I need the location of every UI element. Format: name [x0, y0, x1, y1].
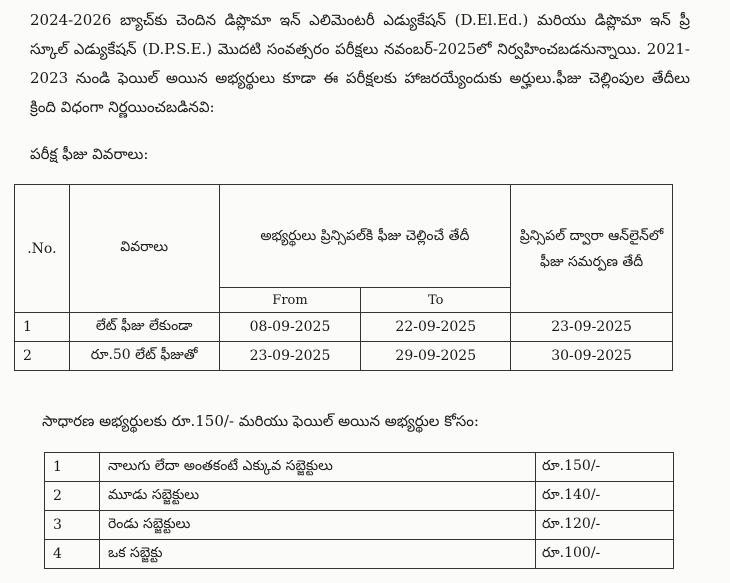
fee-table-header-row: [15, 185, 673, 288]
header-online-date: ప్రిన్సిపల్ ద్వారా ఆన్‌లైన్‌లో ఫీజు సమర్పణ తేదీ: [511, 185, 673, 313]
header-to: To: [361, 288, 511, 313]
row-online: 23-09-2025: [511, 313, 673, 342]
header-details: వివరాలు: [69, 185, 219, 313]
row-sno: 1: [15, 313, 70, 342]
row-to: 29-09-2025: [361, 342, 511, 371]
table-row: [15, 313, 673, 342]
slab-sno: 1: [45, 453, 100, 482]
fee-section-label: పరీక్ష ఫీజు వివరాలు:: [30, 145, 149, 163]
slab-fee: రూ.150/-: [536, 453, 674, 482]
slab-sno: 2: [45, 482, 100, 511]
table-row: [15, 342, 673, 371]
slab-subjects: మూడు సబ్జెక్టులు: [100, 482, 536, 511]
slab-fee: రూ.100/-: [536, 540, 674, 569]
header-from: From: [219, 288, 361, 313]
table-row: [45, 453, 674, 482]
slab-sno: 3: [45, 511, 100, 540]
slab-sno: 4: [45, 540, 100, 569]
fee-slab-table: [44, 452, 674, 569]
header-sno: .No.: [15, 185, 70, 313]
row-to: 22-09-2025: [361, 313, 511, 342]
fee-schedule-table: [14, 184, 673, 371]
row-sno: 2: [15, 342, 70, 371]
table-row: [45, 511, 674, 540]
row-from: 08-09-2025: [219, 313, 361, 342]
row-details: రూ.50 లేట్ ఫీజుతో: [69, 342, 219, 371]
slab-section-label: సాధారణ అభ్యర్థులకు రూ.150/- మరియు ఫెయిల్ అయిన అభ్యర్థుల కోసం:: [42, 412, 479, 430]
intro-paragraph: 2024-2026 బ్యాచ్‌కు చెందిన డిప్లొమా ఇన్ ఎలిమెంటరీ ఎడ్యుకేషన్ (D.El.Ed.) మరియు డిప్లొమా ఇన్ ప్రీ స్కూల్ ఎడ్యుకేషన్ (D.P.S.E.) మొదటి సంవత్సరం పరీక్షలు నవంబర్-2025లో నిర్వహించబడనున్నాయి. 2021-2023 నుండి ఫెయిల్ అయిన అభ్యర్థులు కూడా ఈ పరీక్షలకు హాజరయ్యేందుకు అర్హులు.ఫీజు చెల్లింపుల తేదీలు క్రింది విధంగా నిర్ణయించబడినవి:: [30, 11, 690, 116]
header-payment-date: అభ్యర్థులు ప్రిన్సిపల్‌కి ఫీజు చెల్లించే తేదీ: [219, 185, 511, 288]
slab-subjects: నాలుగు లేదా అంతకంటే ఎక్కువ సబ్జెక్టులు: [100, 453, 536, 482]
slab-fee: రూ.140/-: [536, 482, 674, 511]
row-details: లేట్ ఫీజు లేకుండా: [69, 313, 219, 342]
row-from: 23-09-2025: [219, 342, 361, 371]
table-row: [45, 540, 674, 569]
table-row: [45, 482, 674, 511]
slab-subjects: రెండు సబ్జెక్టులు: [100, 511, 536, 540]
slab-subjects: ఒక సబ్జెక్టు: [100, 540, 536, 569]
slab-fee: రూ.120/-: [536, 511, 674, 540]
row-online: 30-09-2025: [511, 342, 673, 371]
